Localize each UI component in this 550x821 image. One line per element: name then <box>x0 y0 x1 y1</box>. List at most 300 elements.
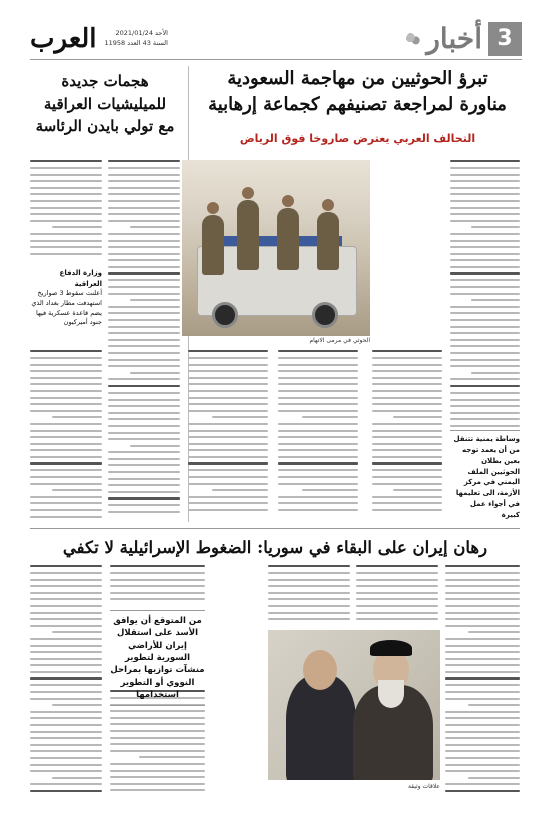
body-text-line <box>445 592 520 594</box>
body-text-line <box>110 750 205 752</box>
body-text-line <box>450 246 520 248</box>
body-text-line <box>445 724 520 726</box>
body-text-line <box>278 483 358 485</box>
body-text-line <box>30 717 102 719</box>
section-header <box>406 22 522 56</box>
body-text-line <box>278 370 358 372</box>
photo-soldier <box>237 200 259 270</box>
body-text-line <box>108 471 180 473</box>
body-text-line <box>52 777 102 779</box>
body-text-line <box>278 430 358 432</box>
body-text-line <box>445 691 520 693</box>
body-text-line <box>450 392 520 394</box>
body-text-line <box>445 750 520 752</box>
body-text-line <box>188 449 268 451</box>
body-text-line <box>108 418 180 420</box>
body-text-line <box>52 226 102 228</box>
body-text-line <box>188 436 268 438</box>
body-text-line <box>450 174 520 176</box>
side-box-text: أعلنت سقوط 3 صواريخ استهدفت مطار بغداد الذي يضم قاعدة عسكرية فيها جنود أميركيون <box>31 289 102 327</box>
page-number: 3 <box>488 22 522 56</box>
photo-soldier-head <box>207 202 219 214</box>
photo-person-left <box>286 675 356 780</box>
body-text-line <box>278 390 358 392</box>
masthead <box>30 18 522 60</box>
body-text-line <box>445 737 520 739</box>
syria-text-col1 <box>445 565 520 800</box>
body-text-line <box>30 213 102 215</box>
body-text-line <box>372 449 442 451</box>
body-text-line <box>30 240 102 242</box>
body-text-line <box>450 180 520 182</box>
body-text-line <box>372 496 442 498</box>
photo-turban <box>370 640 412 656</box>
section-divider <box>30 528 520 529</box>
body-text-line <box>450 286 520 288</box>
body-text-line <box>130 299 180 301</box>
body-text-line <box>130 226 180 228</box>
body-text-line <box>30 565 102 567</box>
body-text-line <box>30 436 102 438</box>
body-text-line <box>108 266 180 268</box>
photo-soldier-head <box>242 187 254 199</box>
body-text-line <box>30 684 102 686</box>
body-text-line <box>445 658 520 660</box>
body-text-line <box>30 193 102 195</box>
body-text-line <box>30 677 102 679</box>
body-text-line <box>268 579 350 581</box>
body-text-line <box>108 412 180 414</box>
body-text-line <box>30 383 102 385</box>
body-text-line <box>108 167 180 169</box>
syria-text-col5 <box>110 690 205 800</box>
body-text-line <box>30 618 102 620</box>
body-text-line <box>108 451 180 453</box>
photo-caption: الحوثي في مرمى الاتهام <box>309 337 370 344</box>
body-text-line <box>108 458 180 460</box>
body-text-line <box>30 410 102 412</box>
body-text-line <box>278 350 358 352</box>
body-text-line <box>108 200 180 202</box>
speech-bubble-icon <box>406 32 420 46</box>
body-text-line <box>30 790 102 792</box>
body-text-line <box>188 496 268 498</box>
brand <box>30 23 168 54</box>
body-text-line <box>450 425 520 427</box>
body-text-line <box>30 350 102 352</box>
body-text-line <box>30 390 102 392</box>
body-text-line <box>110 789 205 791</box>
body-text-line <box>450 352 520 354</box>
body-text-line <box>52 631 102 633</box>
body-text-line <box>450 253 520 255</box>
body-text-line <box>110 572 205 574</box>
edition-info <box>105 29 168 47</box>
body-text-line <box>278 383 358 385</box>
body-text-line <box>450 326 520 328</box>
body-text-line <box>30 698 102 700</box>
body-text-line <box>108 339 180 341</box>
side-headline <box>30 70 180 138</box>
newspaper-logo: العرب <box>30 23 97 54</box>
body-text-line <box>108 352 180 354</box>
body-text-line <box>108 207 180 209</box>
body-text-line <box>108 491 180 493</box>
body-text-line <box>30 370 102 372</box>
body-text-line <box>30 483 102 485</box>
body-text-line <box>445 770 520 772</box>
body-text-line <box>372 364 442 366</box>
body-text-line <box>278 476 358 478</box>
body-text-line <box>30 174 102 176</box>
photo-face-left <box>303 650 337 690</box>
body-text-line <box>108 279 180 281</box>
body-text-line <box>30 456 102 458</box>
body-text-line <box>356 598 438 600</box>
body-text-line <box>393 416 442 418</box>
body-text-line <box>445 598 520 600</box>
body-text-line <box>188 423 268 425</box>
body-text-line <box>450 339 520 341</box>
body-text-line <box>108 306 180 308</box>
body-text-line <box>450 240 520 242</box>
body-text-line <box>108 180 180 182</box>
body-text-line <box>372 383 442 385</box>
photo-soldier <box>317 212 339 270</box>
body-text-line <box>30 625 102 627</box>
body-text-line <box>30 187 102 189</box>
body-text-line <box>30 167 102 169</box>
body-text-line <box>30 605 102 607</box>
body-text-line <box>445 565 520 567</box>
body-text-line <box>372 483 442 485</box>
body-text-line <box>188 390 268 392</box>
body-text-line <box>445 618 520 620</box>
body-text-line <box>188 509 268 511</box>
body-text-line <box>110 585 205 587</box>
body-text-line <box>30 579 102 581</box>
body-text-line <box>278 449 358 451</box>
body-text-line <box>52 416 102 418</box>
body-text-line <box>268 592 350 594</box>
body-text-line <box>450 259 520 261</box>
body-text-line <box>188 502 268 504</box>
body-text-line <box>30 246 102 248</box>
body-text-line <box>188 397 268 399</box>
body-text-line <box>30 476 102 478</box>
body-text-line <box>30 253 102 255</box>
body-text-line <box>450 207 520 209</box>
body-text-line <box>445 677 520 679</box>
body-text-line <box>30 757 102 759</box>
body-text-line <box>468 777 521 779</box>
body-text-line <box>450 220 520 222</box>
body-text-line <box>268 612 350 614</box>
body-text-line <box>30 397 102 399</box>
body-text-line <box>445 625 520 627</box>
body-text-line <box>52 489 102 491</box>
body-text-line <box>108 272 180 274</box>
body-text-line <box>468 631 521 633</box>
body-text-line <box>372 410 442 412</box>
body-text-line <box>450 412 520 414</box>
main-subhead: التحالف العربي يعترض صاروخا فوق الرياض <box>239 132 476 145</box>
body-text-line <box>30 233 102 235</box>
body-text-line <box>30 731 102 733</box>
side-box-title: وزارة الدفاع العراقية <box>59 269 102 288</box>
body-text-line <box>108 385 180 387</box>
body-text-line <box>30 207 102 209</box>
body-text-line <box>445 579 520 581</box>
body-text-line <box>30 430 102 432</box>
body-text-line <box>30 160 102 162</box>
body-text-line <box>356 565 438 567</box>
body-text-line <box>450 405 520 407</box>
body-text-line <box>108 464 180 466</box>
body-text-line <box>110 598 205 600</box>
side-headline-line2: للميليشيات العراقية <box>43 94 167 113</box>
body-text-line <box>445 731 520 733</box>
body-text-line <box>188 443 268 445</box>
side-story-text-col3 <box>30 350 102 522</box>
body-text-line <box>108 438 180 440</box>
body-text-line <box>471 299 520 301</box>
body-text-line <box>372 350 442 352</box>
body-text-line <box>108 332 180 334</box>
body-text-line <box>110 710 205 712</box>
body-text-line <box>108 233 180 235</box>
body-text-line <box>445 764 520 766</box>
body-text-line <box>30 403 102 405</box>
body-text-line <box>108 392 180 394</box>
body-text-line <box>278 423 358 425</box>
body-text-line <box>445 572 520 574</box>
body-text-line <box>110 723 205 725</box>
main-story-text-col3 <box>278 350 358 520</box>
body-text-line <box>450 266 520 268</box>
body-text-line <box>108 504 180 506</box>
body-text-line <box>30 502 102 504</box>
body-text-line <box>108 511 180 513</box>
body-text-line <box>110 592 205 594</box>
body-text-line <box>108 432 180 434</box>
main-headline <box>195 66 520 118</box>
body-text-line <box>30 770 102 772</box>
body-text-line <box>108 484 180 486</box>
body-text-line <box>30 592 102 594</box>
body-text-line <box>188 383 268 385</box>
photo-wheel <box>212 302 238 328</box>
body-text-line <box>278 456 358 458</box>
body-text-line <box>356 618 438 620</box>
body-text-line <box>278 462 358 464</box>
side-story-text-col1 <box>108 160 180 522</box>
body-text-line <box>268 618 350 620</box>
body-text-line <box>110 776 205 778</box>
body-text-line <box>110 737 205 739</box>
body-text-line <box>450 187 520 189</box>
body-text-line <box>139 756 206 758</box>
body-text-line <box>278 403 358 405</box>
body-text-line <box>110 717 205 719</box>
body-text-line <box>445 783 520 785</box>
body-text-line <box>356 585 438 587</box>
body-text-line <box>445 605 520 607</box>
side-headline-line1: هجمات جديدة <box>61 72 149 90</box>
body-text-line <box>450 160 520 162</box>
body-text-line <box>450 200 520 202</box>
body-text-line <box>30 220 102 222</box>
body-text-line <box>372 397 442 399</box>
body-text-line <box>445 651 520 653</box>
body-text-line <box>30 423 102 425</box>
photo-soldier <box>277 208 299 270</box>
militia-truck-photo <box>182 160 370 336</box>
body-text-line <box>108 174 180 176</box>
body-text-line <box>30 462 102 464</box>
body-text-line <box>108 213 180 215</box>
body-text-line <box>372 502 442 504</box>
body-text-line <box>445 698 520 700</box>
syria-pull-quote: من المتوقع أن يوافق الأسد على استقلال إيران للأراضي السورية لتطوير منشآت توازيها بمراحل النووي أو التطوير استخدامها <box>110 610 205 706</box>
body-text-line <box>372 436 442 438</box>
body-text-line <box>450 399 520 401</box>
body-text-line <box>268 572 350 574</box>
body-text-line <box>450 365 520 367</box>
body-text-line <box>450 319 520 321</box>
body-text-line <box>450 279 520 281</box>
body-text-line <box>278 377 358 379</box>
body-text-line <box>278 509 358 511</box>
body-text-line <box>302 416 358 418</box>
body-text-line <box>108 497 180 499</box>
body-text-line <box>372 469 442 471</box>
photo-soldier-head <box>282 195 294 207</box>
body-text-line <box>30 671 102 673</box>
body-text-line <box>445 664 520 666</box>
body-text-line <box>268 585 350 587</box>
body-text-line <box>450 293 520 295</box>
body-text-line <box>278 397 358 399</box>
body-text-line <box>30 737 102 739</box>
body-text-line <box>450 167 520 169</box>
body-text-line <box>30 377 102 379</box>
photo-beard <box>378 680 404 708</box>
body-text-line <box>450 193 520 195</box>
body-text-line <box>188 430 268 432</box>
body-text-line <box>30 744 102 746</box>
syria-text-col4 <box>110 565 205 605</box>
body-text-line <box>130 372 180 374</box>
body-text-line <box>108 286 180 288</box>
syria-text-col6 <box>30 565 102 800</box>
body-text-line <box>188 377 268 379</box>
body-text-line <box>278 410 358 412</box>
body-text-line <box>278 364 358 366</box>
body-text-line <box>108 187 180 189</box>
body-text-line <box>130 445 180 447</box>
body-text-line <box>372 476 442 478</box>
body-text-line <box>372 456 442 458</box>
body-text-line <box>450 345 520 347</box>
body-text-line <box>108 399 180 401</box>
side-story-text-col2 <box>30 160 102 260</box>
body-text-line <box>30 509 102 511</box>
body-text-line <box>372 462 442 464</box>
body-text-line <box>268 598 350 600</box>
body-text-line <box>108 319 180 321</box>
body-text-line <box>445 744 520 746</box>
photo-wheel <box>312 302 338 328</box>
photo-soldier <box>202 215 224 275</box>
body-text-line <box>30 645 102 647</box>
body-text-line <box>278 443 358 445</box>
body-text-line <box>450 306 520 308</box>
body-text-line <box>450 385 520 387</box>
body-text-line <box>30 585 102 587</box>
body-text-line <box>278 502 358 504</box>
body-text-line <box>110 763 205 765</box>
body-text-line <box>188 350 268 352</box>
body-text-line <box>30 496 102 498</box>
body-text-line <box>110 783 205 785</box>
body-text-line <box>108 405 180 407</box>
main-story-text-col4 <box>188 350 268 520</box>
main-headline-line1: تبرؤ الحوثيين من مهاجمة السعودية <box>227 68 488 89</box>
body-text-line <box>445 585 520 587</box>
body-text-line <box>30 200 102 202</box>
body-text-line <box>108 359 180 361</box>
body-text-line <box>278 357 358 359</box>
body-text-line <box>471 226 520 228</box>
body-text-line <box>30 658 102 660</box>
body-text-line <box>450 378 520 380</box>
body-text-line <box>278 496 358 498</box>
body-text-line <box>302 489 358 491</box>
body-text-line <box>30 651 102 653</box>
body-text-line <box>372 423 442 425</box>
body-text-line <box>108 220 180 222</box>
body-text-line <box>110 770 205 772</box>
body-text-line <box>108 253 180 255</box>
body-text-line <box>188 462 268 464</box>
body-text-line <box>188 469 268 471</box>
body-text-line <box>108 293 180 295</box>
body-text-line <box>445 684 520 686</box>
body-text-line <box>188 476 268 478</box>
body-text-line <box>450 272 520 274</box>
body-text-line <box>108 365 180 367</box>
main-story-text-col2 <box>372 350 442 520</box>
body-text-line <box>110 565 205 567</box>
date-line: الأحد 2021/01/24 <box>115 29 168 38</box>
body-text-line <box>30 664 102 666</box>
body-text-line <box>445 638 520 640</box>
leaders-photo <box>268 630 440 780</box>
body-text-line <box>110 730 205 732</box>
body-text-line <box>108 312 180 314</box>
body-text-line <box>471 372 520 374</box>
body-text-line <box>30 598 102 600</box>
body-text-line <box>30 443 102 445</box>
syria-text-col2 <box>356 565 438 625</box>
body-text-line <box>393 489 442 491</box>
body-text-line <box>445 717 520 719</box>
body-text-line <box>356 579 438 581</box>
body-text-line <box>108 345 180 347</box>
section-name: أخبار <box>426 21 482 55</box>
body-text-line <box>30 612 102 614</box>
